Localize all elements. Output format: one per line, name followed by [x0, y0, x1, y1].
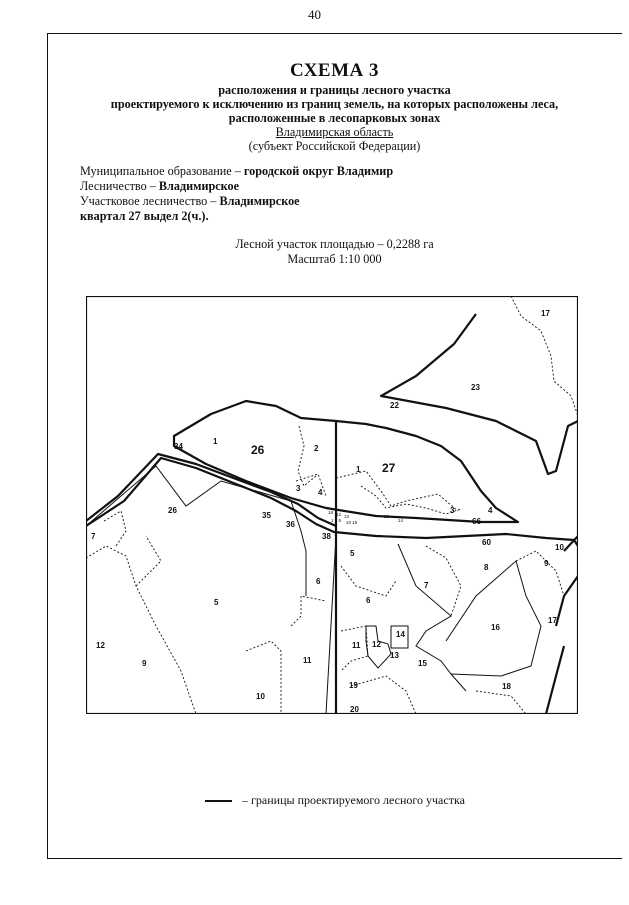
parcel-label-4-east: 4: [488, 506, 493, 515]
boundary-label-35: 35: [262, 511, 271, 520]
parcel-label-15: 15: [418, 659, 427, 668]
quarter-line: квартал 27 выдел 2(ч.).: [80, 209, 209, 223]
district-forestry-line: Участковое лесничество – Владимирское: [80, 194, 300, 208]
parcel-label-11-west: 11: [303, 656, 312, 665]
parcel-label-7-east: 7: [424, 581, 429, 590]
boundary-label-66: 66: [472, 517, 481, 526]
subtitle-line-2: проектируемого к исключению из границ земель, на которых расположены леса,: [110, 97, 559, 111]
forestry-line: Лесничество – Владимирское: [80, 179, 240, 193]
svg-text:13: 13: [344, 514, 350, 519]
parcel-label-11-east: 11: [352, 641, 361, 650]
parcel-label-19: 19: [349, 681, 358, 690]
plot-scale: Масштаб 1:10 000: [287, 252, 382, 266]
parcel-label-2: 2: [314, 444, 319, 453]
parcel-label-1-east: 1: [356, 465, 361, 474]
parcel-label-23: 23: [471, 383, 480, 392]
plot-area: Лесной участок площадью – 0,2288 га: [235, 237, 434, 251]
boundary-label-34: 34: [174, 442, 183, 451]
frame-bottom-line: [47, 858, 622, 859]
parcel-label-7-west: 7: [91, 532, 96, 541]
municipality-line: Муниципальное образование – городской округ Владимир: [80, 164, 394, 178]
parcel-label-9-east: 9: [544, 559, 549, 568]
parcel-label-6-west: 6: [316, 577, 321, 586]
svg-text:18: 18: [328, 510, 334, 515]
parcel-label-26: 26: [168, 506, 177, 515]
svg-text:12: 12: [336, 512, 342, 517]
forest-map: [86, 296, 578, 714]
svg-text:1 3 5: 1 3 5: [331, 518, 342, 523]
legend-text: – границы проектируемого лесного участка: [242, 793, 465, 807]
parcel-label-6-east: 6: [366, 596, 371, 605]
region-note: (субъект Российской Федерации): [248, 139, 421, 153]
map-legend: [205, 793, 465, 808]
parcel-label-9-west: 9: [142, 659, 147, 668]
parcel-label-10-west: 10: [256, 692, 265, 701]
boundary-label-10: 10: [555, 543, 564, 552]
boundary-label-60: 60: [482, 538, 491, 547]
region-name: Владимирская область: [275, 125, 394, 139]
subtitle-line-1: расположения и границы лесного участка: [218, 83, 451, 97]
parcel-label-17-north: 17: [541, 309, 550, 318]
map-svg: [86, 296, 578, 714]
frame-left-line: [47, 33, 48, 859]
scheme-title: СХЕМА 3: [289, 60, 380, 81]
parcel-label-8: 8: [484, 563, 489, 572]
parcel-label-12-east: 12: [372, 640, 381, 649]
boundary-label-38: 38: [322, 532, 331, 541]
parcel-label-1-west: 1: [213, 437, 218, 446]
quarter-label-27: 27: [382, 461, 396, 475]
svg-text:14: 14: [398, 518, 404, 523]
svg-text:10 15: 10 15: [346, 520, 358, 525]
parcel-label-16: 16: [491, 623, 500, 632]
parcel-label-13: 13: [390, 651, 399, 660]
parcel-label-18: 18: [502, 682, 511, 691]
parcel-label-3-east: 3: [450, 506, 455, 515]
boundary-label-36: 36: [286, 520, 295, 529]
parcel-label-4-west: 4: [318, 488, 323, 497]
frame-top-line: [47, 33, 622, 34]
parcel-label-20: 20: [350, 705, 359, 714]
parcel-label-12-west: 12: [96, 641, 105, 650]
parcel-label-5-east: 5: [350, 549, 355, 558]
parcel-label-22: 22: [390, 401, 399, 410]
map-frame: [87, 297, 578, 714]
svg-text:13: 13: [384, 514, 390, 519]
parcel-label-5-west: 5: [214, 598, 219, 607]
parcel-label-3-west: 3: [296, 484, 301, 493]
parcel-label-17-east: 17: [548, 616, 557, 625]
parcel-label-14: 14: [396, 630, 405, 639]
subtitle-line-3: расположенные в лесопарковых зонах: [228, 111, 441, 125]
page-number: 40: [308, 7, 321, 22]
legend-line-symbol: [205, 800, 232, 802]
quarter-label-26: 26: [251, 443, 265, 457]
